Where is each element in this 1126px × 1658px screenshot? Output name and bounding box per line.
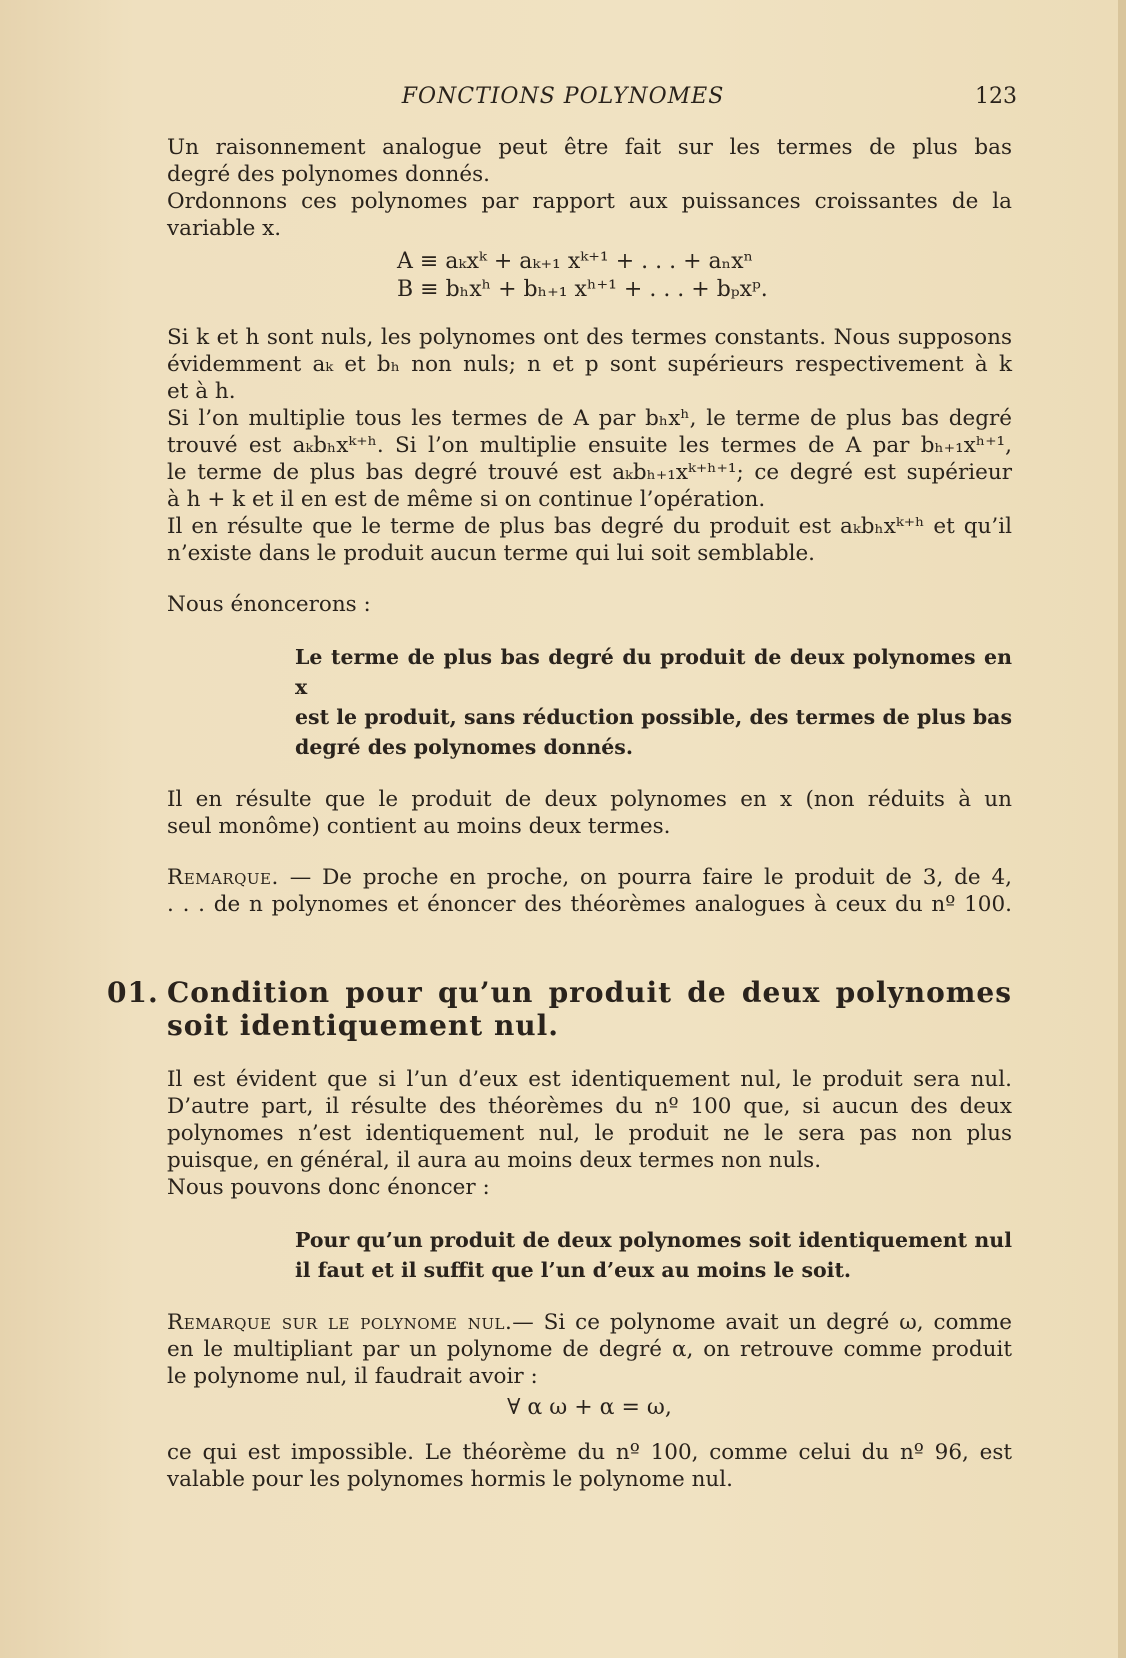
text-line: Ordonnons ces polynomes par rapport aux puissances croissantes de la <box>167 189 1012 214</box>
text-line: Il est évident que si l’un d’eux est identiquement nul, le produit sera nul. <box>167 1067 1012 1092</box>
text-line: le polynome nul, il faudrait avoir : <box>167 1364 538 1389</box>
theorem-line: il faut et il suffit que l’un d’eux au moins le soit. <box>295 1258 852 1282</box>
remark-label: Remarque sur le polynome nul. <box>167 1310 513 1335</box>
text-line <box>167 864 1012 891</box>
page-body <box>107 134 1012 1493</box>
text-line: Il en résulte que le produit de deux polynomes en x (non réduits à un <box>167 787 1012 812</box>
text-line: évidemment aₖ et bₕ non nuls; n et p sont supérieurs respectivement à k <box>167 352 1012 377</box>
section-title-line: Condition pour qu’un produit de deux polynomes <box>167 976 1012 1009</box>
text-line: Un raisonnement analogue peut être fait sur les termes de plus bas <box>167 135 1012 160</box>
page-number: 123 <box>975 84 1017 109</box>
remark-1 <box>167 864 1012 918</box>
text-line: seul monôme) contient au moins deux termes. <box>167 814 671 839</box>
theorem-1 <box>295 642 1012 762</box>
text-line: le terme de plus bas degré trouvé est aₖbₕ₊₁xᵏ⁺ʰ⁺¹; ce degré est supérieur <box>167 460 1012 485</box>
text-line: en le multipliant par un polynome de degré α, on retrouve comme produit <box>167 1337 1012 1362</box>
text-line: Si k et h sont nuls, les polynomes ont des termes constants. Nous supposons <box>167 325 1012 350</box>
paragraph-4 <box>167 786 1012 840</box>
theorem-2 <box>295 1225 1012 1285</box>
text-line: n’existe dans le produit aucun terme qui lui soit semblable. <box>167 541 816 566</box>
theorem-line: est le produit, sans réduction possible, des termes de plus bas <box>295 705 1012 729</box>
remark-text: — De proche en proche, on pourra faire le produit de 3, de 4, <box>278 865 1012 890</box>
text-line: valable pour les polynomes hormis le polynome nul. <box>167 1467 733 1492</box>
text-line: variable x. <box>167 216 282 241</box>
formula-omega: ∀ α ω + α = ω, <box>507 1395 672 1420</box>
page-edge <box>1118 0 1126 1658</box>
text-line: Si l’on multiplie tous les termes de A par bₕxʰ, le terme de plus bas degré <box>167 406 1012 431</box>
theorem-line: degré des polynomes donnés. <box>295 735 633 759</box>
remark-label: Remarque. <box>167 865 279 890</box>
text-line: puisque, en général, il aura au moins deux termes non nuls. <box>167 1148 822 1173</box>
running-header-title: FONCTIONS POLYNOMES <box>401 84 725 109</box>
paragraph-5 <box>167 1066 1012 1201</box>
text-line: et à h. <box>167 379 236 404</box>
text-line: polynomes n’est identiquement nul, le produit ne le sera pas non plus <box>167 1121 1012 1146</box>
theorem-line: Le terme de plus bas degré du produit de deux polynomes en x <box>295 645 1012 699</box>
formula-a: A ≡ aₖxᵏ + aₖ₊₁ xᵏ⁺¹ + . . . + aₙxⁿ <box>397 249 754 274</box>
remark-2 <box>167 1309 1012 1390</box>
text-line: . . . de n polynomes et énoncer des théorèmes analogues à ceux du nº 100. <box>167 892 1012 917</box>
text-line: Il en résulte que le terme de plus bas degré du produit est aₖbₕxᵏ⁺ʰ et qu’il <box>167 514 1012 539</box>
section-number: 01. <box>107 976 159 1009</box>
section-title-line: soit identiquement nul. <box>167 1009 560 1042</box>
text-line: ce qui est impossible. Le théorème du nº 100, comme celui du nº 96, est <box>167 1440 1012 1465</box>
theorem-line: Pour qu’un produit de deux polynomes soit identiquement nul <box>295 1228 1012 1252</box>
text-line: degré des polynomes donnés. <box>167 162 490 187</box>
paragraph-6 <box>167 1439 1012 1493</box>
text-line: à h + k et il en est de même si on continue l’opération. <box>167 487 766 512</box>
remark-text: — Si ce polynome avait un degré ω, comme <box>512 1310 1012 1335</box>
text-line <box>167 1309 1012 1336</box>
paragraph-3: Nous énoncerons : <box>167 592 371 617</box>
formula-block <box>397 248 1012 304</box>
section-heading <box>107 976 1012 1042</box>
formula-b: B ≡ bₕxʰ + bₕ₊₁ xʰ⁺¹ + . . . + bₚxᵖ. <box>397 277 768 302</box>
text-line: Nous pouvons donc énoncer : <box>167 1175 490 1200</box>
paragraph-2 <box>167 324 1012 567</box>
text-line: trouvé est aₖbₕxᵏ⁺ʰ. Si l’on multiplie ensuite les termes de A par bₕ₊₁xʰ⁺¹, <box>167 433 1012 458</box>
text-line: D’autre part, il résulte des théorèmes du nº 100 que, si aucun des deux <box>167 1094 1012 1119</box>
paragraph-1 <box>167 134 1012 242</box>
